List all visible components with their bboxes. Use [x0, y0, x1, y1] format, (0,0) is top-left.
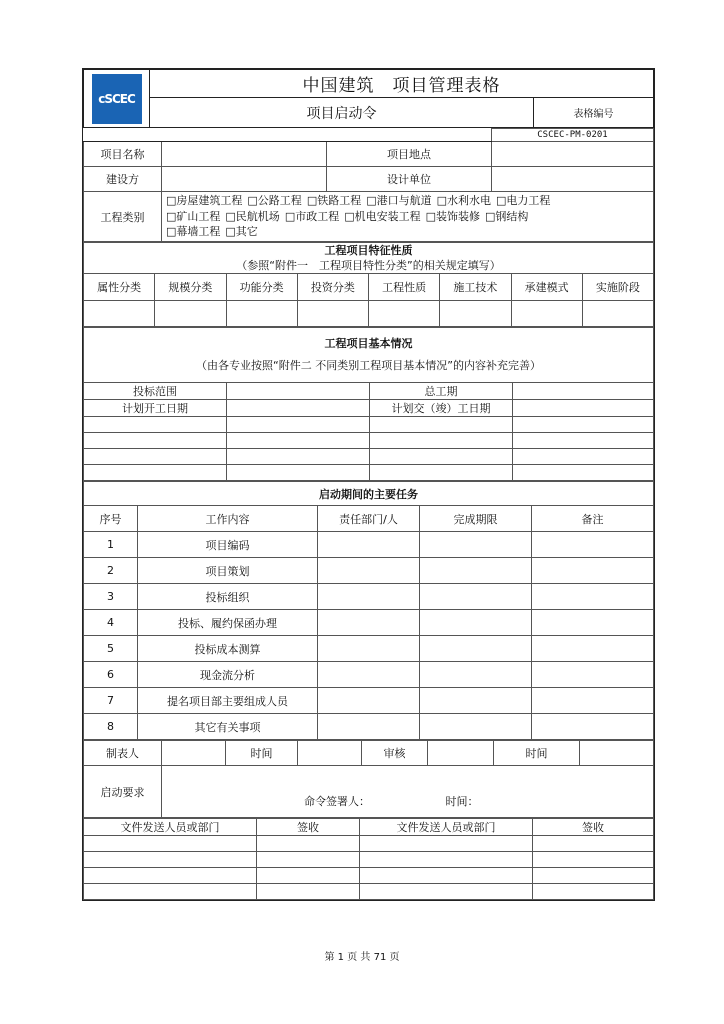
category-checkbox[interactable]: □港口与航道	[366, 194, 432, 208]
feature-col-header: 施工技术	[440, 274, 511, 301]
designer-value[interactable]	[492, 167, 654, 192]
project-location-label: 项目地点	[327, 142, 492, 167]
project-name-value[interactable]	[162, 142, 327, 167]
task-no: 6	[84, 662, 138, 688]
category-checkbox[interactable]: □水利水电	[436, 194, 492, 208]
blank-cell[interactable]	[513, 433, 654, 449]
task-row	[84, 636, 654, 662]
dist-cell[interactable]	[84, 836, 257, 852]
dist-cell[interactable]	[360, 884, 533, 900]
feature-value[interactable]	[582, 301, 653, 327]
category-checkbox[interactable]: □市政工程	[284, 209, 340, 223]
task-deadline[interactable]	[420, 636, 532, 662]
review-value[interactable]	[428, 741, 494, 766]
category-checkbox[interactable]: □房屋建筑工程	[166, 194, 243, 208]
dist-cell[interactable]	[84, 884, 257, 900]
page-footer: 第 1 页 共 71 页	[324, 952, 400, 963]
task-row	[84, 610, 654, 636]
dist-cell[interactable]	[257, 868, 360, 884]
task-dept[interactable]	[318, 610, 420, 636]
review-label: 审核	[362, 741, 428, 766]
category-checkbox[interactable]: □公路工程	[247, 194, 302, 208]
feature-value[interactable]	[511, 301, 582, 327]
finish-date-label: 计划交（竣）工日期	[370, 400, 513, 417]
form-number: CSCEC-PM-0201	[492, 129, 654, 142]
dist-cell[interactable]	[257, 884, 360, 900]
task-content: 项目编码	[138, 532, 318, 558]
review-time-label: 时间	[494, 741, 580, 766]
category-checkbox[interactable]: □民航机场	[225, 209, 280, 223]
task-note[interactable]	[532, 584, 654, 610]
category-checkbox[interactable]: □矿山工程	[166, 209, 221, 223]
blank-cell[interactable]	[370, 417, 513, 433]
task-col-header: 责任部门/人	[318, 506, 420, 532]
task-dept[interactable]	[318, 688, 420, 714]
task-note[interactable]	[532, 610, 654, 636]
task-row	[84, 532, 654, 558]
builder-label: 建设方	[84, 167, 162, 192]
features-table	[83, 242, 654, 327]
task-deadline[interactable]	[420, 610, 532, 636]
basic-info-table	[83, 327, 654, 481]
blank-cell[interactable]	[84, 465, 227, 481]
task-no: 2	[84, 558, 138, 584]
requirement-label: 启动要求	[84, 766, 162, 818]
signer-time-label: 时间：	[445, 795, 479, 808]
feature-col-header: 工程性质	[369, 274, 440, 301]
feature-value[interactable]	[84, 301, 155, 327]
task-note[interactable]	[532, 662, 654, 688]
task-deadline[interactable]	[420, 532, 532, 558]
form-subtitle: 项目启动令	[150, 98, 534, 128]
total-period-label: 总工期	[370, 383, 513, 400]
task-col-header: 工作内容	[138, 506, 318, 532]
preparer-label: 制表人	[84, 741, 162, 766]
task-col-header: 备注	[532, 506, 654, 532]
task-deadline[interactable]	[420, 662, 532, 688]
category-checkbox[interactable]: □钢结构	[485, 209, 529, 223]
project-location-value[interactable]	[492, 142, 654, 167]
dist-cell[interactable]	[84, 868, 257, 884]
signer-label: 命令签署人：	[304, 795, 370, 808]
start-date-value[interactable]	[227, 400, 370, 417]
task-note[interactable]	[532, 558, 654, 584]
task-content: 其它有关事项	[138, 714, 318, 740]
tasks-title: 启动期间的主要任务	[84, 482, 654, 506]
task-no: 4	[84, 610, 138, 636]
category-options	[162, 192, 654, 242]
blank-cell[interactable]	[227, 465, 370, 481]
task-col-header: 完成期限	[420, 506, 532, 532]
task-row	[84, 558, 654, 584]
task-dept[interactable]	[318, 532, 420, 558]
task-col-header: 序号	[84, 506, 138, 532]
dist-col-header: 文件发送人员或部门	[84, 819, 257, 836]
category-checkbox[interactable]: □幕墙工程	[166, 225, 221, 239]
prep-time-value[interactable]	[298, 741, 362, 766]
dist-cell[interactable]	[257, 852, 360, 868]
cscec-logo: cSCEC	[92, 74, 142, 124]
category-checkbox[interactable]: □电力工程	[496, 194, 551, 208]
feature-value[interactable]	[226, 301, 297, 327]
project-name-label: 项目名称	[84, 142, 162, 167]
blank-cell[interactable]	[513, 449, 654, 465]
requirement-value[interactable]	[162, 766, 654, 818]
signoff-table	[83, 740, 654, 818]
blank-cell[interactable]	[513, 465, 654, 481]
task-content: 现金流分析	[138, 662, 318, 688]
task-content: 项目策划	[138, 558, 318, 584]
review-time-value[interactable]	[580, 741, 654, 766]
task-note[interactable]	[532, 714, 654, 740]
feature-col-header: 实施阶段	[582, 274, 653, 301]
task-note[interactable]	[532, 636, 654, 662]
feature-value[interactable]	[297, 301, 368, 327]
feature-col-header: 承建模式	[511, 274, 582, 301]
basic-title: 工程项目基本情况	[324, 337, 413, 350]
blank-cell[interactable]	[370, 449, 513, 465]
distribution-table	[83, 818, 654, 900]
feature-value[interactable]	[155, 301, 226, 327]
dist-cell[interactable]	[360, 836, 533, 852]
form-header	[83, 69, 654, 128]
category-checkbox[interactable]: □装饰装修	[425, 209, 481, 223]
form-title: 中国建筑 项目管理表格	[150, 70, 654, 98]
blank-cell[interactable]	[227, 449, 370, 465]
feature-col-header: 属性分类	[84, 274, 155, 301]
form-number-label: 表格编号	[534, 98, 654, 128]
prep-time-label: 时间	[226, 741, 298, 766]
dist-col-header: 文件发送人员或部门	[360, 819, 533, 836]
task-no: 8	[84, 714, 138, 740]
task-content: 投标、履约保函办理	[138, 610, 318, 636]
task-row	[84, 662, 654, 688]
task-no: 3	[84, 584, 138, 610]
task-dept[interactable]	[318, 714, 420, 740]
task-deadline[interactable]	[420, 558, 532, 584]
dist-cell[interactable]	[360, 868, 533, 884]
dist-cell[interactable]	[84, 852, 257, 868]
blank-cell[interactable]	[227, 433, 370, 449]
designer-label: 设计单位	[327, 167, 492, 192]
task-note[interactable]	[532, 688, 654, 714]
project-info-table	[83, 128, 654, 242]
preparer-value[interactable]	[162, 741, 226, 766]
blank-cell[interactable]	[84, 433, 227, 449]
bid-scope-value[interactable]	[227, 383, 370, 400]
category-checkbox[interactable]: □铁路工程	[306, 194, 362, 208]
total-period-value[interactable]	[513, 383, 654, 400]
dist-col-header: 签收	[533, 819, 654, 836]
task-row	[84, 584, 654, 610]
task-content: 投标组织	[138, 584, 318, 610]
blank-cell[interactable]	[227, 417, 370, 433]
feature-value[interactable]	[369, 301, 440, 327]
task-row	[84, 688, 654, 714]
blank-cell[interactable]	[370, 465, 513, 481]
dist-cell[interactable]	[533, 852, 654, 868]
category-checkbox[interactable]: □其它	[225, 225, 258, 239]
logo-cell	[84, 70, 150, 128]
task-note[interactable]	[532, 532, 654, 558]
builder-value[interactable]	[162, 167, 327, 192]
task-dept[interactable]	[318, 636, 420, 662]
blank-cell[interactable]	[84, 417, 227, 433]
task-deadline[interactable]	[420, 584, 532, 610]
project-startup-form	[82, 68, 655, 901]
feature-col-header: 投资分类	[297, 274, 368, 301]
dist-cell[interactable]	[533, 836, 654, 852]
task-row	[84, 714, 654, 740]
task-deadline[interactable]	[420, 714, 532, 740]
blank-cell[interactable]	[370, 433, 513, 449]
dist-cell[interactable]	[257, 836, 360, 852]
finish-date-value[interactable]	[513, 400, 654, 417]
task-no: 7	[84, 688, 138, 714]
task-no: 5	[84, 636, 138, 662]
blank-cell[interactable]	[513, 417, 654, 433]
task-content: 提名项目部主要组成人员	[138, 688, 318, 714]
bid-scope-label: 投标范围	[84, 383, 227, 400]
dist-cell[interactable]	[533, 884, 654, 900]
task-dept[interactable]	[318, 584, 420, 610]
task-deadline[interactable]	[420, 688, 532, 714]
task-content: 投标成本测算	[138, 636, 318, 662]
dist-cell[interactable]	[360, 852, 533, 868]
category-label: 工程类别	[84, 192, 162, 242]
feature-col-header: 功能分类	[226, 274, 297, 301]
category-checkbox[interactable]: □机电安装工程	[344, 209, 421, 223]
feature-value[interactable]	[440, 301, 511, 327]
features-title: 工程项目特征性质	[324, 244, 413, 257]
feature-col-header: 规模分类	[155, 274, 226, 301]
dist-cell[interactable]	[533, 868, 654, 884]
start-date-label: 计划开工日期	[84, 400, 227, 417]
features-note: （参照“附件一 工程项目特性分类”的相关规定填写）	[236, 259, 501, 272]
tasks-table	[83, 481, 654, 740]
task-dept[interactable]	[318, 558, 420, 584]
task-no: 1	[84, 532, 138, 558]
basic-note: （由各专业按照“附件二 不同类别工程项目基本情况”的内容补充完善）	[196, 359, 541, 372]
task-dept[interactable]	[318, 662, 420, 688]
blank-cell[interactable]	[84, 449, 227, 465]
dist-col-header: 签收	[257, 819, 360, 836]
